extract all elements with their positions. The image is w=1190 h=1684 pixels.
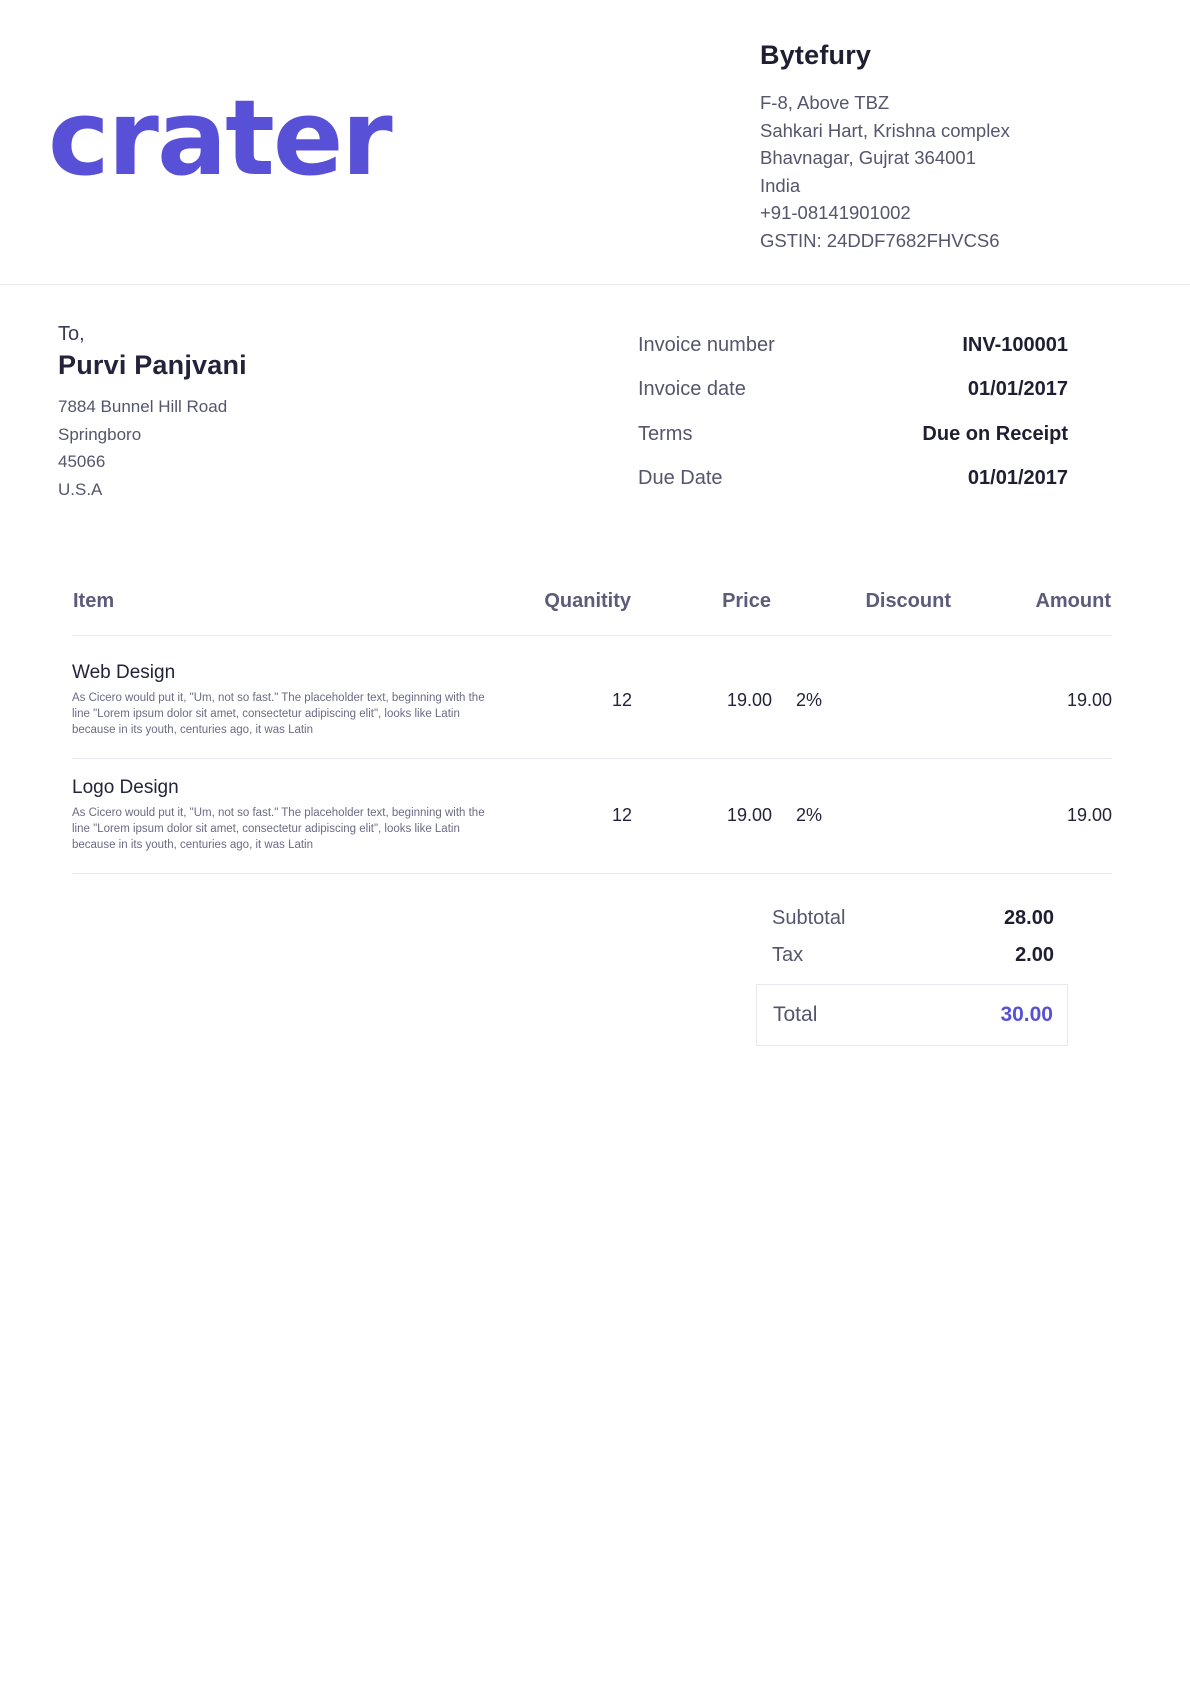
header-amount: Amount <box>952 589 1112 636</box>
meta-label: Due Date <box>638 467 723 489</box>
item-amount: 19.00 <box>952 636 1112 759</box>
brand-logo-text: crater <box>48 77 391 199</box>
bill-to-label: To, <box>58 323 85 345</box>
header-discount: Discount <box>772 589 952 636</box>
subtotal-row <box>756 900 1068 937</box>
item-price: 19.00 <box>632 759 772 874</box>
header-quantity: Quanitity <box>492 589 632 636</box>
bill-to-address-line: Springboro <box>58 424 142 444</box>
company-address-line: Bhavnagar, Gujrat 364001 <box>760 147 976 168</box>
meta-value: 01/01/2017 <box>967 378 1068 400</box>
item-discount: 2% <box>772 759 952 874</box>
company-block <box>760 34 1060 254</box>
company-address-line: Sahkari Hart, Krishna complex <box>760 119 1010 141</box>
meta-row <box>638 459 1068 504</box>
company-phone: +91-08141901002 <box>760 202 911 223</box>
meta-value: Due on Receipt <box>922 422 1068 445</box>
item-description: As Cicero would put it, "Um, not so fast." The placeholder text, beginning with the line "Lorem ipsum dolor sit amet, consectetur adipiscing elit", looks like Latin because in its youth, centuries ago, it was Latin <box>72 807 485 851</box>
company-name: Bytefury <box>760 40 872 70</box>
item-quantity: 12 <box>492 636 632 759</box>
table-row <box>72 759 1112 874</box>
line-items-table <box>72 589 1112 874</box>
item-description: As Cicero would put it, "Um, not so fast." The placeholder text, beginning with the line "Lorem ipsum dolor sit amet, consectetur adipiscing elit", looks like Latin because in its youth, centuries ago, it was Latin <box>72 692 485 736</box>
meta-row <box>638 325 1068 370</box>
company-address-line: India <box>760 174 801 196</box>
item-cell <box>72 636 492 759</box>
invoice-parties <box>0 285 1190 503</box>
tax-label: Tax <box>772 944 804 966</box>
grand-total-row <box>756 984 1068 1046</box>
item-discount: 2% <box>772 636 952 759</box>
item-price: 19.00 <box>632 636 772 759</box>
item-quantity: 12 <box>492 759 632 874</box>
meta-label: Terms <box>638 422 693 445</box>
meta-row <box>638 414 1068 459</box>
meta-label: Invoice number <box>638 333 775 356</box>
meta-row <box>638 370 1068 415</box>
grand-total-label: Total <box>773 1003 818 1026</box>
bill-to-address-line: 45066 <box>58 452 106 471</box>
company-gstin: GSTIN: 24DDF7682FHVCS6 <box>760 229 1000 251</box>
grand-total-value: 30.00 <box>1000 1003 1053 1026</box>
totals-block <box>756 900 1068 1046</box>
bill-to-address-line: U.S.A <box>58 479 103 499</box>
bill-to-address-line: 7884 Bunnel Hill Road <box>58 397 228 416</box>
brand-logo <box>48 34 391 199</box>
item-name: Logo Design <box>72 777 179 798</box>
company-address-line: F-8, Above TBZ <box>760 92 890 113</box>
subtotal-label: Subtotal <box>772 907 846 929</box>
header-price: Price <box>632 589 772 636</box>
line-items-header-row <box>72 589 1112 636</box>
tax-row <box>756 937 1068 974</box>
item-name: Web Design <box>72 662 176 683</box>
bill-to-name: Purvi Panjvani <box>58 350 247 380</box>
table-row <box>72 636 1112 759</box>
invoice-meta-table <box>638 325 1068 503</box>
header-item: Item <box>72 589 492 636</box>
tax-value: 2.00 <box>1015 944 1054 966</box>
meta-value: INV-100001 <box>962 333 1068 356</box>
meta-value: 01/01/2017 <box>967 467 1068 489</box>
item-cell <box>72 759 492 874</box>
bill-to-block <box>58 323 578 503</box>
subtotal-value: 28.00 <box>1003 907 1054 929</box>
invoice-header <box>0 0 1190 285</box>
meta-label: Invoice date <box>638 378 746 400</box>
item-amount: 19.00 <box>952 759 1112 874</box>
